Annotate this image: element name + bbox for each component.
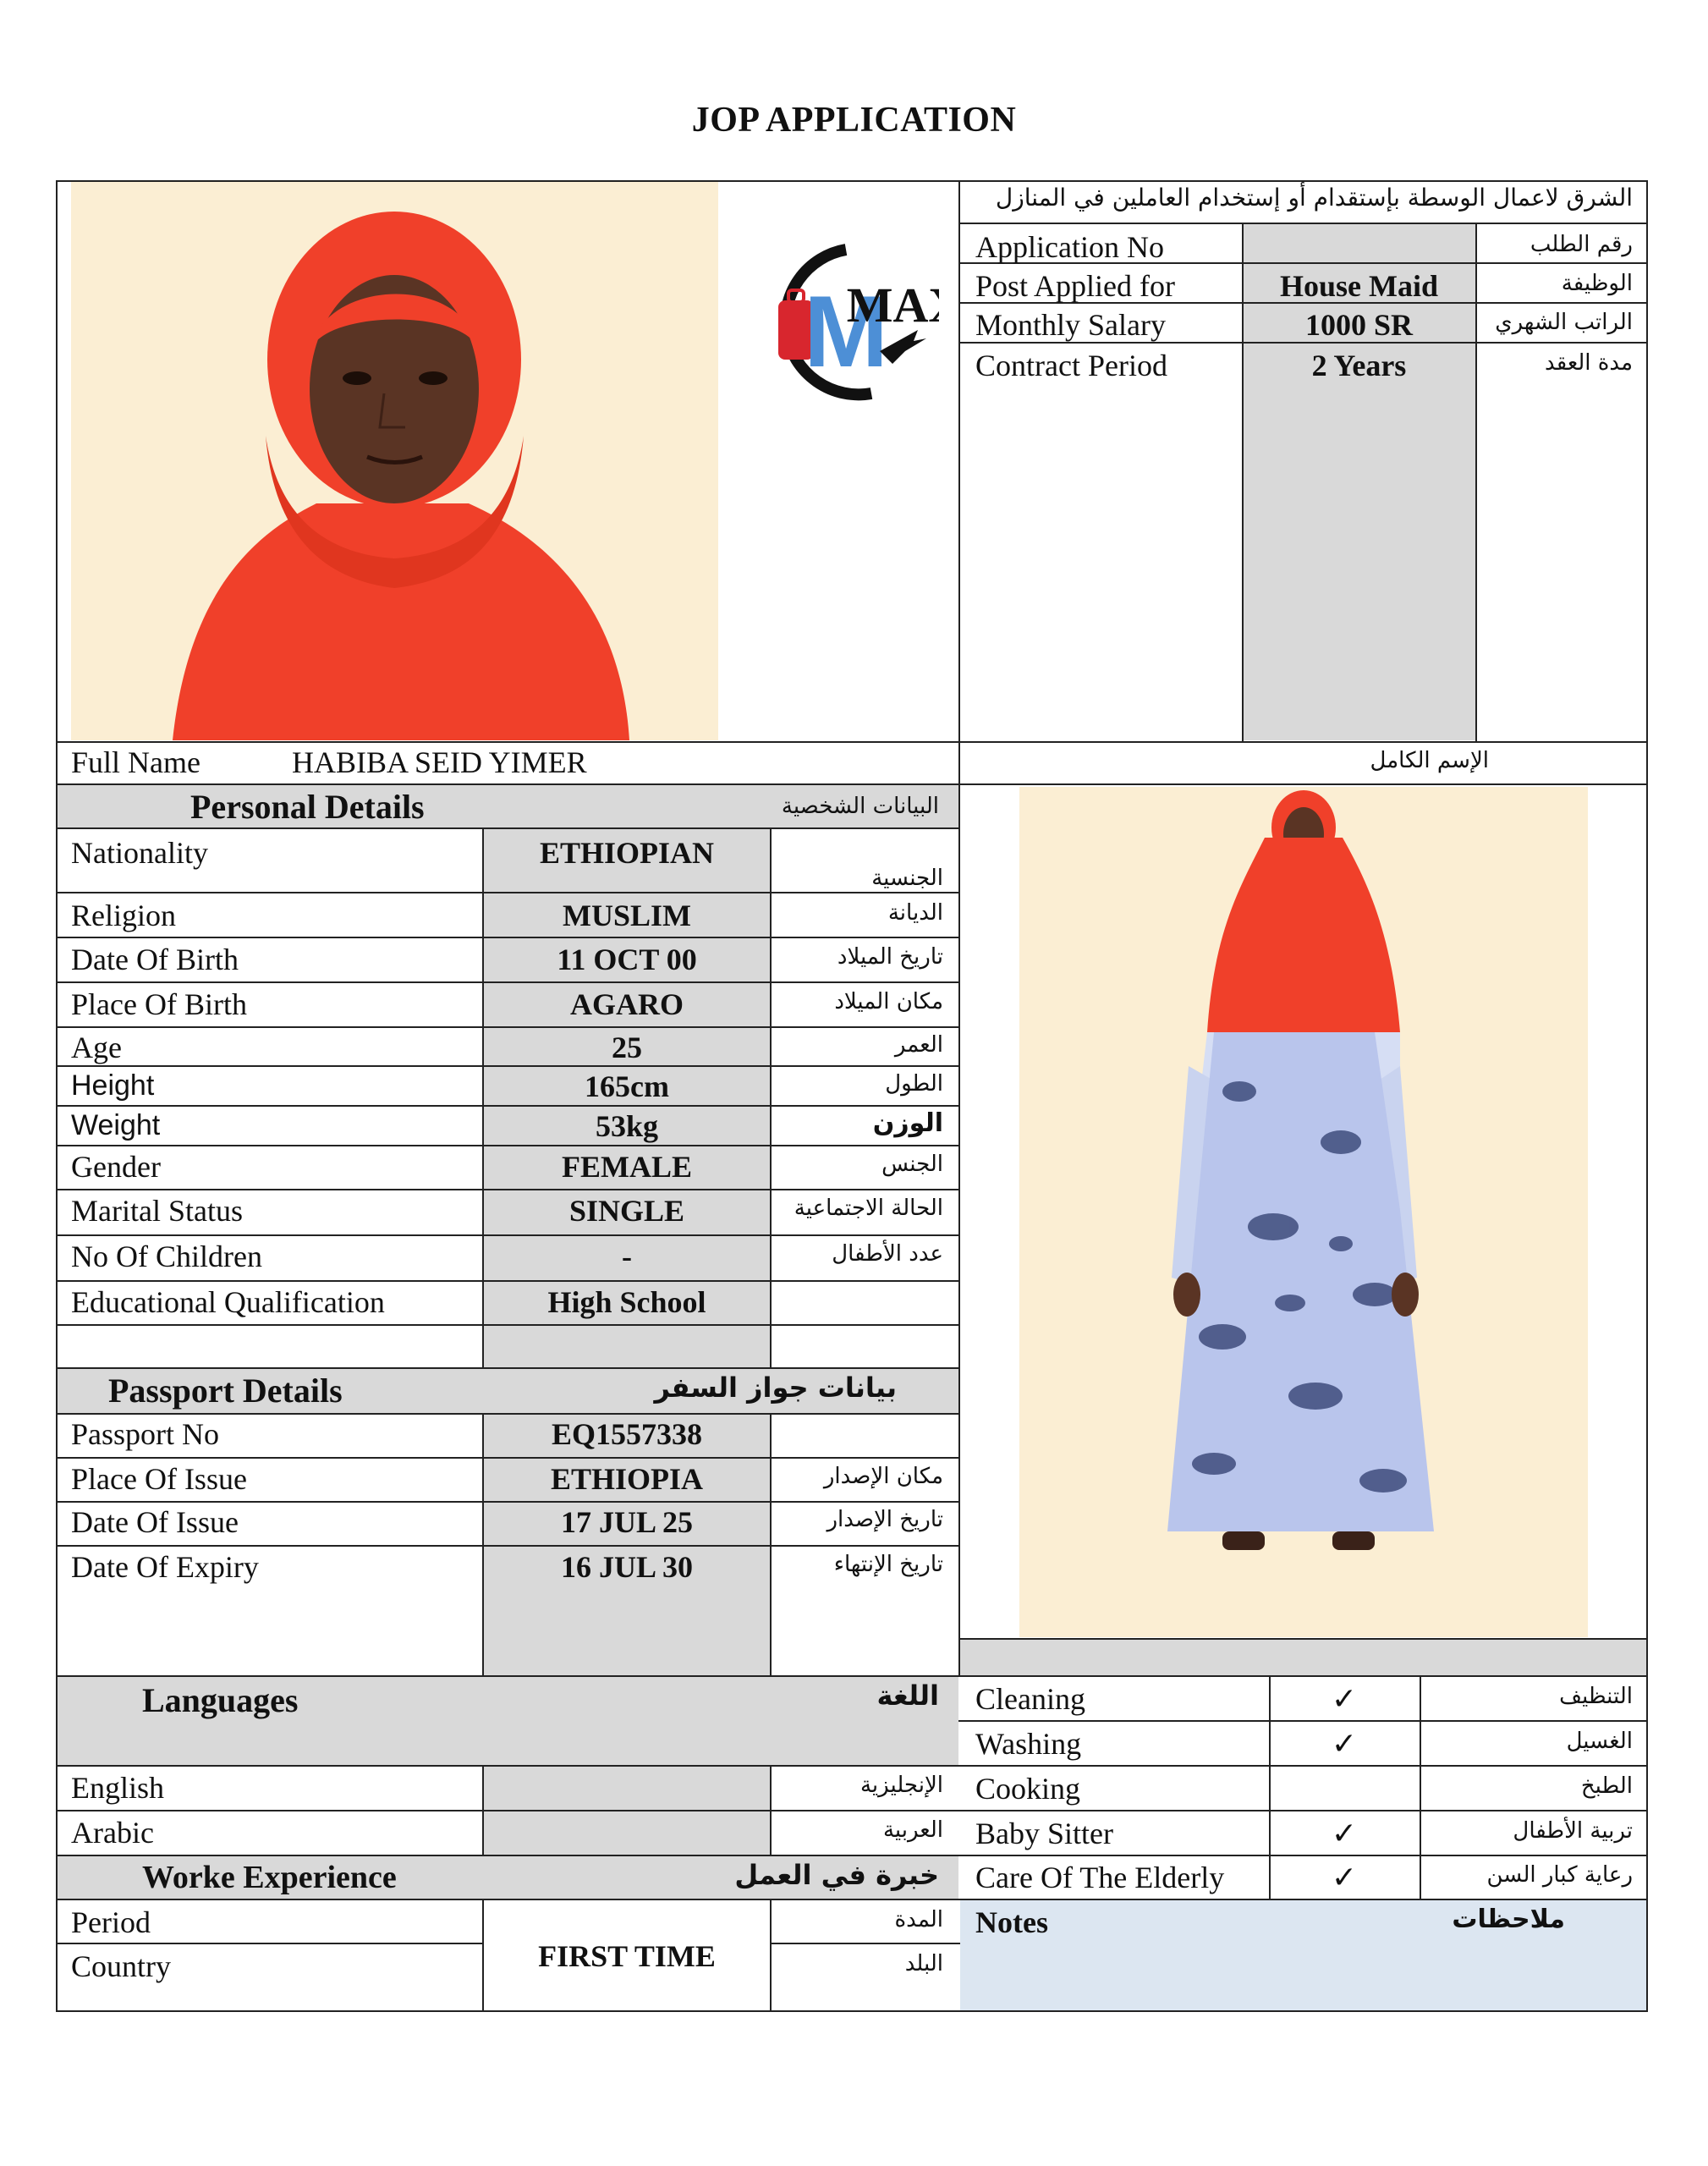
- marital-label-ar: الحالة الاجتماعية: [794, 1196, 943, 1221]
- cleaning-label-ar: التنظيف: [1559, 1684, 1633, 1709]
- application-no-label: Application No: [975, 230, 1164, 264]
- education-label: Educational Qualification: [71, 1285, 385, 1319]
- post-label: Post Applied for: [975, 269, 1176, 303]
- experience-header: Worke Experience: [142, 1860, 397, 1895]
- elderly-care-label-ar: رعاية كبار السن: [1486, 1862, 1633, 1888]
- arabic-label-ar: العربية: [882, 1817, 943, 1843]
- headshot-photo: [71, 182, 718, 740]
- period-label-ar: المدة: [894, 1907, 943, 1932]
- marital-label: Marital Status: [71, 1194, 243, 1228]
- religion-value: MUSLIM: [563, 899, 691, 932]
- place-of-issue-label: Place Of Issue: [71, 1462, 247, 1496]
- dob-value: 11 OCT 00: [557, 943, 697, 976]
- weight-label: Weight: [71, 1109, 161, 1141]
- baby-sitter-label-ar: تربية الأطفال: [1513, 1818, 1633, 1844]
- age-label-ar: العمر: [894, 1032, 943, 1058]
- marital-value: SINGLE: [568, 1194, 685, 1228]
- height-label: Height: [71, 1069, 155, 1102]
- gender-label: Gender: [71, 1150, 161, 1184]
- cleaning-label: Cleaning: [975, 1682, 1085, 1716]
- gender-label-ar: الجنس: [881, 1152, 943, 1177]
- religion-label: Religion: [71, 899, 176, 932]
- personal-header: Personal Details: [190, 788, 425, 826]
- post-value: House Maid: [1279, 269, 1438, 303]
- english-label: English: [71, 1771, 165, 1805]
- passport-header: Passport Details: [108, 1372, 343, 1410]
- nationality-value: ETHIOPIAN: [539, 836, 715, 870]
- elderly-care-label: Care Of The Elderly: [975, 1861, 1225, 1894]
- date-of-expiry-label-ar: تاريخ الإنتهاء: [833, 1552, 943, 1577]
- washing-label-ar: الغسيل: [1566, 1729, 1633, 1754]
- education-value: High School: [547, 1285, 706, 1319]
- contract-label: Contract Period: [975, 349, 1167, 382]
- gender-value: FEMALE: [561, 1150, 692, 1184]
- children-label: No Of Children: [71, 1240, 262, 1273]
- full-name-label-ar: الإسم الكامل: [1370, 748, 1489, 773]
- svg-text:M: M: [804, 275, 888, 388]
- baby-sitter-label: Baby Sitter: [975, 1817, 1113, 1850]
- period-label: Period: [71, 1905, 151, 1939]
- nationality-label: Nationality: [71, 836, 208, 870]
- full-body-photo: [1019, 787, 1588, 1637]
- age-value: 25: [612, 1031, 642, 1064]
- place-of-issue-value: ETHIOPIA: [550, 1462, 704, 1496]
- contract-label-ar: مدة العقد: [1545, 350, 1633, 376]
- children-label-ar: عدد الأطفال: [832, 1241, 943, 1267]
- page-title: JOP APPLICATION: [691, 101, 1017, 140]
- experience-header-ar: خبرة في العمل: [734, 1859, 939, 1891]
- pob-label-ar: مكان الميلاد: [834, 989, 943, 1014]
- cooking-label-ar: الطبخ: [1580, 1773, 1633, 1799]
- religion-label-ar: الديانة: [887, 900, 943, 926]
- salary-value: 1000 SR: [1304, 308, 1414, 342]
- cleaning-check-icon: ✓: [1331, 1682, 1358, 1716]
- weight-value: 53kg: [595, 1109, 659, 1143]
- country-label-ar: البلد: [904, 1951, 943, 1976]
- pob-value: AGARO: [570, 987, 684, 1021]
- cooking-label: Cooking: [975, 1772, 1081, 1806]
- date-of-expiry-label: Date Of Expiry: [71, 1550, 259, 1584]
- passport-no-value: EQ1557338: [551, 1417, 702, 1451]
- personal-header-ar: البيانات الشخصية: [781, 794, 939, 819]
- passport-no-label: Passport No: [71, 1417, 220, 1451]
- logo-text: MA: [846, 278, 929, 333]
- height-value: 165cm: [585, 1069, 669, 1103]
- languages-header: Languages: [142, 1681, 299, 1719]
- height-label-ar: الطول: [885, 1071, 943, 1097]
- notes-label-ar: ملاحظات: [1452, 1905, 1565, 1934]
- passport-header-ar: بيانات جواز السفر: [654, 1372, 897, 1404]
- experience-value: FIRST TIME: [538, 1939, 716, 1973]
- dob-label: Date Of Birth: [71, 943, 239, 976]
- english-label-ar: الإنجليزية: [859, 1773, 943, 1798]
- arabic-label: Arabic: [71, 1816, 154, 1850]
- post-label-ar: الوظيفة: [1561, 271, 1633, 296]
- place-of-issue-label-ar: مكان الإصدار: [823, 1464, 943, 1489]
- salary-label-ar: الراتب الشهري: [1495, 310, 1633, 335]
- date-of-issue-value: 17 JUL 25: [560, 1505, 694, 1539]
- nationality-label-ar: الجنسية: [871, 866, 943, 891]
- full-name-label: Full Name: [71, 745, 200, 779]
- languages-header-ar: اللغة: [876, 1679, 939, 1712]
- dob-label-ar: تاريخ الميلاد: [837, 944, 943, 970]
- date-of-expiry-value: 16 JUL 30: [560, 1550, 694, 1584]
- notes-label: Notes: [975, 1905, 1048, 1939]
- baby-sitter-check-icon: ✓: [1331, 1817, 1358, 1850]
- country-label: Country: [71, 1949, 172, 1983]
- washing-check-icon: ✓: [1331, 1727, 1358, 1761]
- date-of-issue-label: Date Of Issue: [71, 1505, 239, 1539]
- washing-label: Washing: [975, 1727, 1082, 1761]
- application-no-label-ar: رقم الطلب: [1530, 232, 1633, 257]
- full-name-value: HABIBA SEID YIMER: [292, 745, 587, 779]
- pob-label: Place Of Birth: [71, 987, 247, 1021]
- skills-top-band: [960, 1640, 1646, 1675]
- contract-value: 2 Years: [1311, 349, 1407, 382]
- elderly-care-check-icon: ✓: [1331, 1861, 1358, 1894]
- children-value: -: [622, 1240, 632, 1273]
- salary-label: Monthly Salary: [975, 308, 1166, 342]
- agency-name-ar: الشرق لاعمال الوسطة بإستقدام أو إستخدام العاملين في المنازل: [995, 184, 1633, 212]
- agency-logo: [744, 224, 939, 415]
- age-label: Age: [71, 1031, 122, 1064]
- weight-label-ar: الوزن: [872, 1108, 943, 1138]
- date-of-issue-label-ar: تاريخ الإصدار: [827, 1507, 943, 1532]
